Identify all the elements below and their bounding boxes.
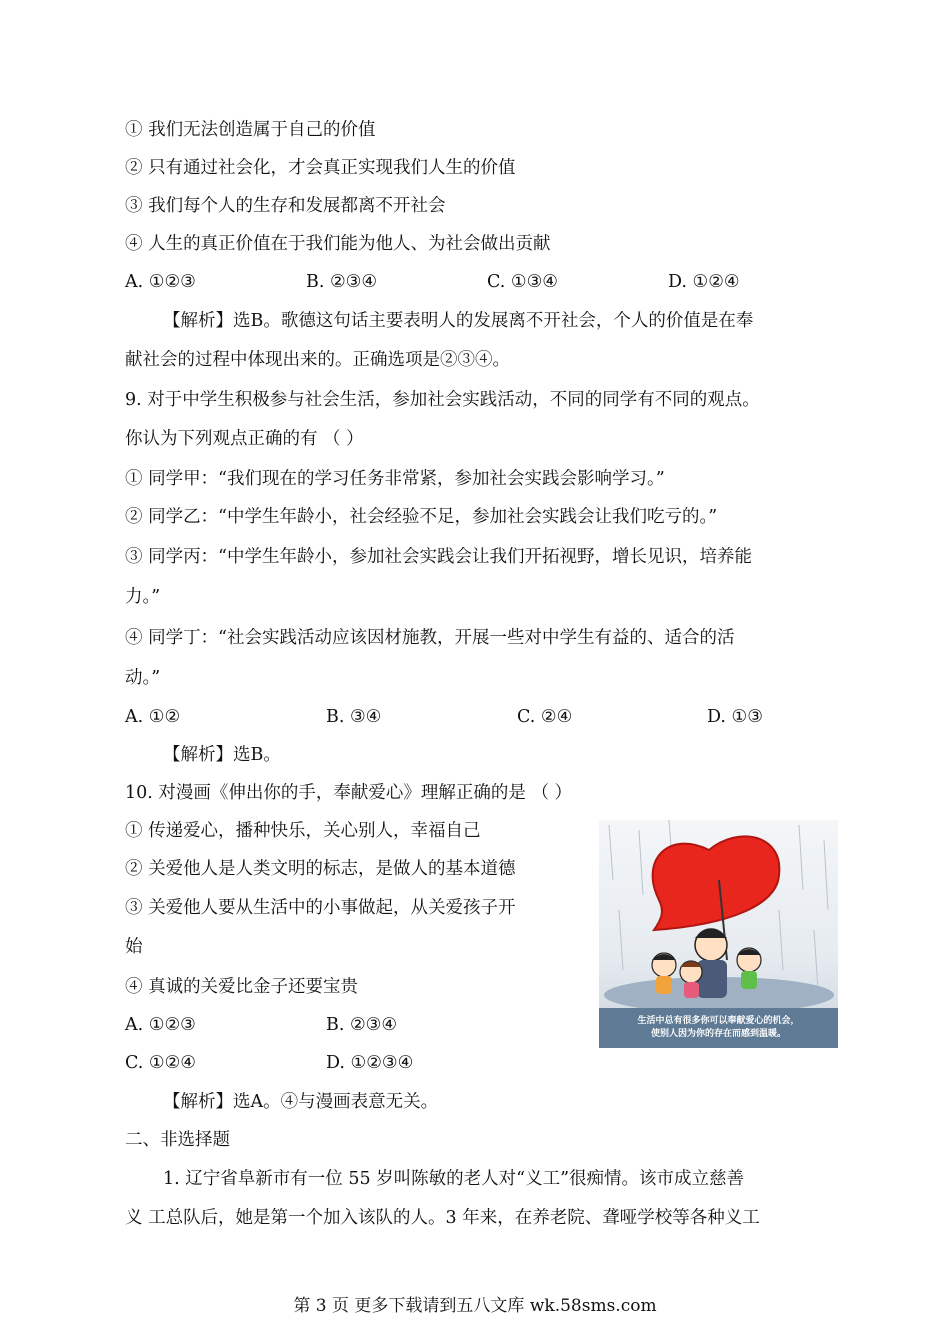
- page-footer: 第 3 页 更多下载请到五八文库 wk.58sms.com: [293, 1296, 657, 1316]
- section-2-heading: 二、非选择题: [125, 1130, 230, 1150]
- cartoon-illustration: [599, 820, 838, 1048]
- cartoon-caption-line-2: 使别人因为你的存在而感到温暖。: [650, 1029, 786, 1039]
- q8-item-4: ④ 人生的真正价值在于我们能为他人、为社会做出贡献: [125, 234, 551, 254]
- q10-analysis: 【解析】选A。④与漫画表意无关。: [163, 1092, 439, 1112]
- q9-item-4-line-2: 动。”: [125, 668, 161, 688]
- q9-item-3-line-2: 力。”: [125, 587, 161, 607]
- q10-item-2: ② 关爱他人是人类文明的标志，是做人的基本道德: [125, 859, 516, 879]
- q10-item-3-line-1: ③ 关爱他人要从生活中的小事做起，从关爱孩子开: [125, 898, 516, 918]
- section-2-paragraph-line-1: 1. 辽宁省阜新市有一位 55 岁叫陈敏的老人对“义工”很痴情。该市成立慈善: [163, 1169, 745, 1189]
- q10-option-c: C. ①②④: [125, 1053, 196, 1073]
- q9-item-4-line-1: ④ 同学丁：“社会实践活动应该因材施教，开展一些对中学生有益的、适合的活: [125, 628, 735, 648]
- q8-option-a: A. ①②③: [125, 272, 196, 292]
- q9-stem-line-2: 你认为下列观点正确的有 （ ）: [125, 429, 364, 449]
- q9-option-a: A. ①②: [125, 707, 181, 727]
- q10-stem: 10. 对漫画《伸出你的手，奉献爱心》理解正确的是 （ ）: [125, 783, 573, 803]
- q8-analysis-line-2: 献社会的过程中体现出来的。正确选项是②③④。: [125, 350, 510, 370]
- q9-item-3-line-1: ③ 同学丙：“中学生年龄小，参加社会实践会让我们开拓视野，增长见识，培养能: [125, 547, 753, 567]
- q9-option-b: B. ③④: [326, 707, 382, 727]
- q10-option-d: D. ①②③④: [326, 1053, 414, 1073]
- q9-item-2: ② 同学乙：“中学生年龄小，社会经验不足，参加社会实践会让我们吃亏的。”: [125, 507, 718, 527]
- q10-item-1: ① 传递爱心，播种快乐，关心别人，幸福自己: [125, 821, 481, 841]
- q8-item-1: ① 我们无法创造属于自己的价值: [125, 120, 376, 140]
- cartoon-caption-strip: [599, 1008, 838, 1048]
- q9-analysis: 【解析】选B。: [163, 745, 281, 765]
- q8-option-b: B. ②③④: [306, 272, 378, 292]
- q8-option-d: D. ①②④: [668, 272, 740, 292]
- q8-item-3: ③ 我们每个人的生存和发展都离不开社会: [125, 196, 446, 216]
- q9-item-1: ① 同学甲：“我们现在的学习任务非常紧，参加社会实践会影响学习。”: [125, 469, 665, 489]
- q10-option-b: B. ②③④: [326, 1015, 398, 1035]
- q8-option-c: C. ①③④: [487, 272, 558, 292]
- q8-item-2: ② 只有通过社会化，才会真正实现我们人生的价值: [125, 158, 516, 178]
- cartoon-caption-line-1: 生活中总有很多你可以奉献爱心的机会，: [637, 1016, 800, 1026]
- q10-item-4: ④ 真诚的关爱比金子还要宝贵: [125, 977, 359, 997]
- q9-stem-line-1: 9. 对于中学生积极参与社会生活，参加社会实践活动，不同的同学有不同的观点。: [125, 390, 760, 410]
- q9-option-c: C. ②④: [517, 707, 573, 727]
- section-2-paragraph-line-2: 义 工总队后，她是第一个加入该队的人。3 年来，在养老院、聋哑学校等各种义工: [125, 1208, 760, 1228]
- q8-analysis-line-1: 【解析】选B。歌德这句话主要表明人的发展离不开社会，个人的价值是在奉: [163, 311, 754, 331]
- q10-option-a: A. ①②③: [125, 1015, 196, 1035]
- q9-option-d: D. ①③: [707, 707, 763, 727]
- q10-item-3-line-2: 始: [125, 937, 143, 957]
